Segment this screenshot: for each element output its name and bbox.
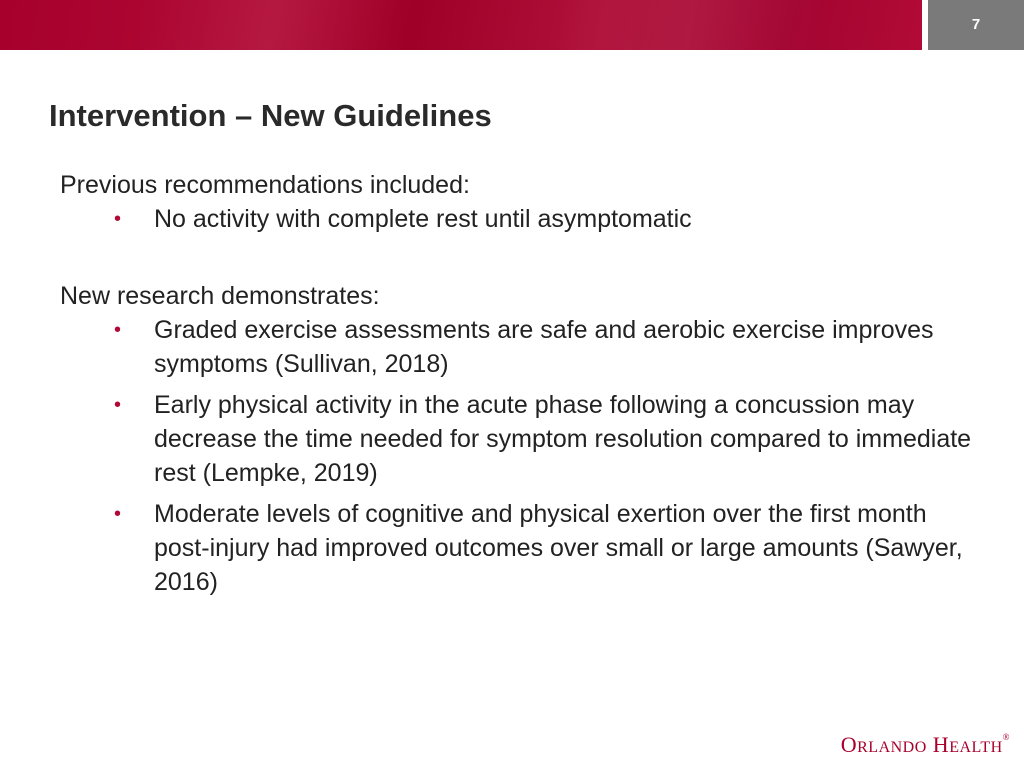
list-item-text: Early physical activity in the acute phase following a concussion may decrease the time needed for symptom resolution compared to immediate rest (Lempke, 2019) — [154, 391, 972, 487]
list-item — [114, 313, 980, 381]
bullet-icon: • — [114, 394, 122, 416]
bullet-icon: • — [114, 319, 122, 341]
list-item — [114, 497, 980, 599]
bullet-icon: • — [114, 208, 122, 230]
list-item — [114, 388, 980, 490]
section-heading-new: New research demonstrates: — [60, 282, 380, 310]
banner-sheen — [140, 0, 400, 50]
header-banner — [0, 0, 922, 50]
section-spacer — [60, 243, 980, 279]
bullet-list-new — [60, 313, 980, 599]
list-item-text: Moderate levels of cognitive and physical exertion over the first month post-injury had improved outcomes over small or large amounts (Sawyer, 2016) — [154, 500, 963, 596]
bullet-icon: • — [114, 503, 122, 525]
section-heading-previous: Previous recommendations included: — [60, 171, 470, 199]
banner-sheen — [560, 0, 820, 50]
list-item-text: Graded exercise assessments are safe and aerobic exercise improves symptoms (Sullivan, 2018) — [154, 316, 934, 378]
list-item — [114, 202, 980, 236]
bullet-list-previous — [60, 202, 980, 236]
page-number: 7 — [971, 16, 981, 33]
slide-body — [60, 168, 980, 606]
slide-title: Intervention – New Guidelines — [49, 98, 492, 133]
orlando-health-logo: ORLANDO HEALTH® — [840, 732, 1010, 757]
list-item-text: No activity with complete rest until asymptomatic — [154, 205, 692, 233]
